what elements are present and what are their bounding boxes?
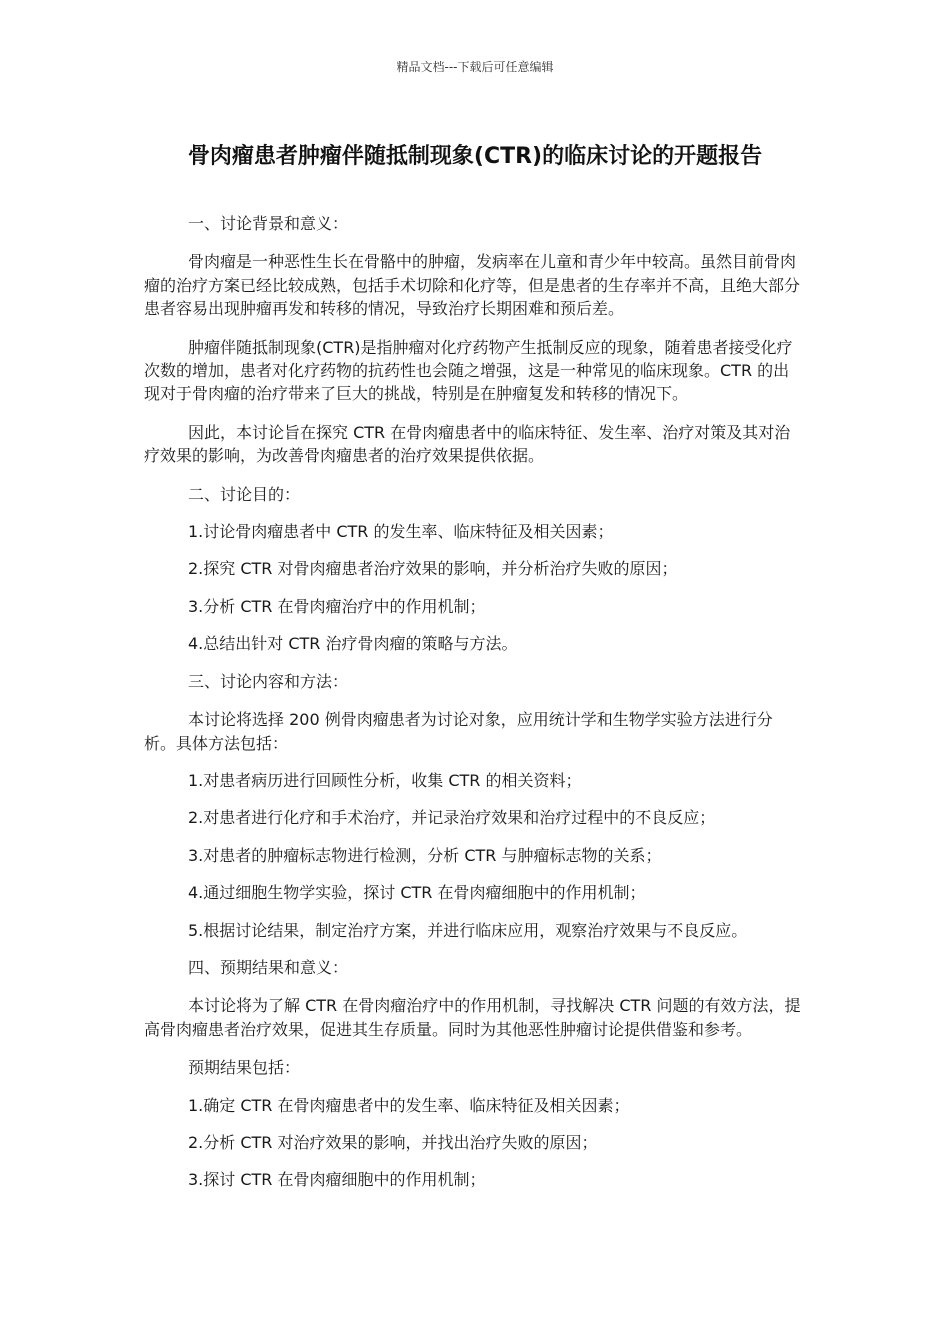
list-item: 5.根据讨论结果，制定治疗方案，并进行临床应用，观察治疗效果与不良反应。 [188,920,748,940]
document-body [144,212,804,1192]
list-item: 4.通过细胞生物学实验，探讨 CTR 在骨肉瘤细胞中的作用机制； [188,883,646,903]
list-item: 1.讨论骨肉瘤患者中 CTR 的发生率、临床特征及相关因素； [188,522,614,542]
paragraph: 本讨论将为了解 CTR 在骨肉瘤治疗中的作用机制，寻找解决 CTR 问题的有效方法，提高骨肉瘤患者治疗效果，促进其生存质量。同时为其他恶性肿瘤讨论提供借鉴和参考。 [144,996,801,1039]
list-item: 2.探究 CTR 对骨肉瘤患者治疗效果的影响，并分析治疗失败的原因； [188,559,678,579]
section-heading-objectives: 二、讨论目的： [188,484,301,504]
document-title: 骨肉瘤患者肿瘤伴随抵制现象(CTR)的临床讨论的开题报告 [187,144,763,169]
list-item: 3.分析 CTR 在骨肉瘤治疗中的作用机制； [188,596,486,616]
section-heading-methods: 三、讨论内容和方法： [188,671,349,691]
list-item: 4.总结出针对 CTR 治疗骨肉瘤的策略与方法。 [188,634,518,654]
list-item: 1.对患者病历进行回顾性分析，收集 CTR 的相关资料； [188,770,582,790]
list-item: 1.确定 CTR 在骨肉瘤患者中的发生率、临床特征及相关因素； [188,1095,630,1115]
results-heading: 预期结果包括： [188,1058,301,1078]
list-item: 2.对患者进行化疗和手术治疗，并记录治疗效果和治疗过程中的不良反应； [188,808,716,828]
paragraph: 因此，本讨论旨在探究 CTR 在骨肉瘤患者中的临床特征、发生率、治疗对策及其对治疗效果的影响，为改善骨肉瘤患者的治疗效果提供依据。 [144,422,791,466]
paragraph: 本讨论将选择 200 例骨肉瘤患者为讨论对象，应用统计学和生物学实验方法进行分析。具体方法包括： [144,710,773,753]
header-note: 精品文档---下载后可任意编辑 [396,60,554,74]
paragraph: 肿瘤伴随抵制现象(CTR)是指肿瘤对化疗药物产生抵制反应的现象，随着患者接受化疗次数的增加，患者对化疗药物的抗药性也会随之增强，这是一种常见的临床现象。CTR 的出现对于骨肉瘤的治疗带来了巨大的挑战，特别是在肿瘤复发和转移的情况下。 [144,337,793,404]
list-item: 3.探讨 CTR 在骨肉瘤细胞中的作用机制； [188,1170,486,1190]
list-item: 3.对患者的肿瘤标志物进行检测，分析 CTR 与肿瘤标志物的关系； [188,845,662,865]
section-heading-background: 一、讨论背景和意义： [188,214,349,233]
paragraph: 骨肉瘤是一种恶性生长在骨骼中的肿瘤，发病率在儿童和青少年中较高。虽然目前骨肉瘤的治疗方案已经比较成熟，包括手术切除和化疗等，但是患者的生存率并不高，且绝大部分患者容易出现肿瘤再发和转移的情况，导致治疗长期困难和预后差。 [144,252,801,319]
list-item: 2.分析 CTR 对治疗效果的影响，并找出治疗失败的原因； [188,1132,598,1152]
section-heading-expected-results: 四、预期结果和意义： [188,957,349,977]
